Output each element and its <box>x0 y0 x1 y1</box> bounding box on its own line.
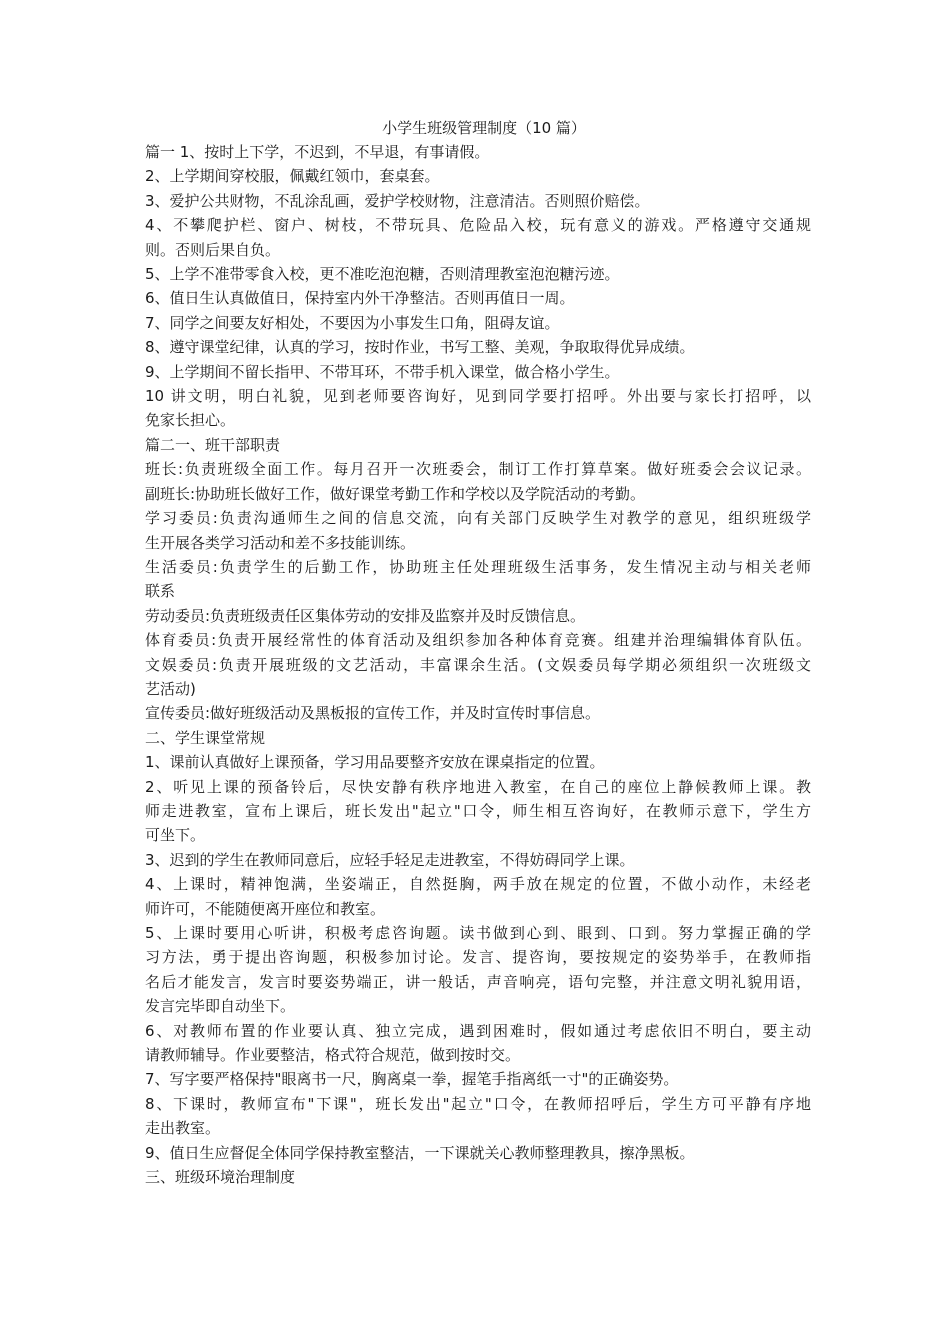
text-line: 师许可，不能随便离开座位和教室。 <box>145 899 386 918</box>
text-line: 5、上学不准带零食入校，更不准吃泡泡糖，否则清理教室泡泡糖污迹。 <box>145 265 620 284</box>
document-title: 小学生班级管理制度（10 篇） <box>382 119 586 137</box>
text-line: 9、值日生应督促全体同学保持教室整洁，一下课就关心教师整理教具，擦净黑板。 <box>145 1143 695 1162</box>
text-line: 联系 <box>145 582 176 601</box>
text-line: 二、学生课堂常规 <box>145 728 266 747</box>
text-line: 9、上学期间不留长指甲、不带耳环，不带手机入课堂，做合格小学生。 <box>145 362 620 381</box>
text-line: 6、对教师布置的作业要认真、独立完成，遇到困难时，假如通过考虑依旧不明白，要主动 <box>145 1021 811 1040</box>
text-line: 班长:负责班级全面工作。每月召开一次班委会，制订工作打算草案。做好班委会会议记录。 <box>145 460 811 479</box>
text-line: 副班长:协助班长做好工作，做好课堂考勤工作和学校以及学院活动的考勤。 <box>145 484 646 503</box>
text-line: 3、迟到的学生在教师同意后，应轻手轻足走进教室，不得妨碍同学上课。 <box>145 850 635 869</box>
text-line: 2、上学期间穿校服，佩戴红领巾，套桌套。 <box>145 167 440 186</box>
document-page <box>145 116 811 1189</box>
text-line: 请教师辅导。作业要整洁，格式符合规范，做到按时交。 <box>145 1046 521 1065</box>
text-line: 生活委员:负责学生的后勤工作，协助班主任处理班级生活事务，发生情况主动与相关老师 <box>145 557 811 576</box>
text-line: 5、上课时要用心听讲，积极考虑咨询题。读书做到心到、眼到、口到。努力掌握正确的学 <box>145 924 811 942</box>
text-line: 7、同学之间要友好相处，不要因为小事发生口角，阻碍友谊。 <box>145 313 560 332</box>
text-line: 3、爱护公共财物，不乱涂乱画，爱护学校财物，注意清洁。否则照价赔偿。 <box>145 191 650 210</box>
document-body <box>145 140 811 1189</box>
text-line: 1、课前认真做好上课预备，学习用品要整齐安放在课桌指定的位置。 <box>145 753 605 772</box>
text-line: 则。否则后果自负。 <box>145 240 281 259</box>
text-line: 8、下课时，教师宣布"下课"，班长发出"起立"口令，在教师招呼后，学生方可平静有序地 <box>145 1094 811 1113</box>
text-line: 三、班级环境治理制度 <box>145 1168 296 1187</box>
text-line: 4、上课时，精神饱满，坐姿端正，自然挺胸，两手放在规定的位置，不做小动作，未经老 <box>145 875 811 894</box>
text-line: 8、遵守课堂纪律，认真的学习，按时作业，书写工整、美观，争取取得优异成绩。 <box>145 338 695 357</box>
text-line: 可坐下。 <box>145 826 206 845</box>
text-line: 走出教室。 <box>145 1119 221 1138</box>
text-line: 生开展各类学习活动和差不多技能训练。 <box>145 533 416 552</box>
text-line: 篇二一、班干部职责 <box>145 435 281 454</box>
text-line: 劳动委员:负责班级责任区集体劳动的安排及监察并及时反馈信息。 <box>145 606 586 625</box>
text-line: 7、写字要严格保持"眼离书一尺，胸离桌一拳，握笔手指离纸一寸"的正确姿势。 <box>145 1070 679 1089</box>
text-line: 文娱委员:负责开展班级的文艺活动，丰富课余生活。(文娱委员每学期必须组织一次班级文 <box>145 655 811 674</box>
text-line: 2、听见上课的预备铃后，尽快安静有秩序地进入教室，在自己的座位上静候教师上课。教 <box>145 777 811 796</box>
text-line: 4、不攀爬护栏、窗户、树枝，不带玩具、危险品入校，玩有意义的游戏。严格遵守交通规 <box>145 216 811 235</box>
text-line: 艺活动) <box>145 679 196 698</box>
text-line: 师走进教室，宣布上课后，班长发出"起立"口令，师生相互咨询好，在教师示意下，学生方 <box>145 801 811 820</box>
text-line: 名后才能发言，发言时要姿势端正，讲一般话，声音响亮，语句完整，并注意文明礼貌用语， <box>145 972 811 991</box>
text-line: 篇一 1、按时上下学，不迟到，不早退，有事请假。 <box>145 143 490 161</box>
text-line: 免家长担心。 <box>145 411 236 430</box>
text-line: 习方法，勇于提出咨询题，积极参加讨论。发言、提咨询，要按规定的姿势举手，在教师指 <box>145 948 811 967</box>
text-line: 发言完毕即自动坐下。 <box>145 997 296 1016</box>
text-line: 宣传委员:做好班级活动及黑板报的宣传工作，并及时宣传时事信息。 <box>145 704 601 723</box>
text-line: 10 讲文明，明白礼貌，见到老师要咨询好，见到同学要打招呼。外出要与家长打招呼，以 <box>145 387 811 406</box>
text-line: 6、值日生认真做值日，保持室内外干净整洁。否则再值日一周。 <box>145 289 575 308</box>
text-line: 体育委员:负责开展经常性的体育活动及组织参加各种体育竞赛。组建并治理编辑体育队伍。 <box>145 631 811 650</box>
text-line: 学习委员:负责沟通师生之间的信息交流，向有关部门反映学生对教学的意见，组织班级学 <box>145 509 811 528</box>
